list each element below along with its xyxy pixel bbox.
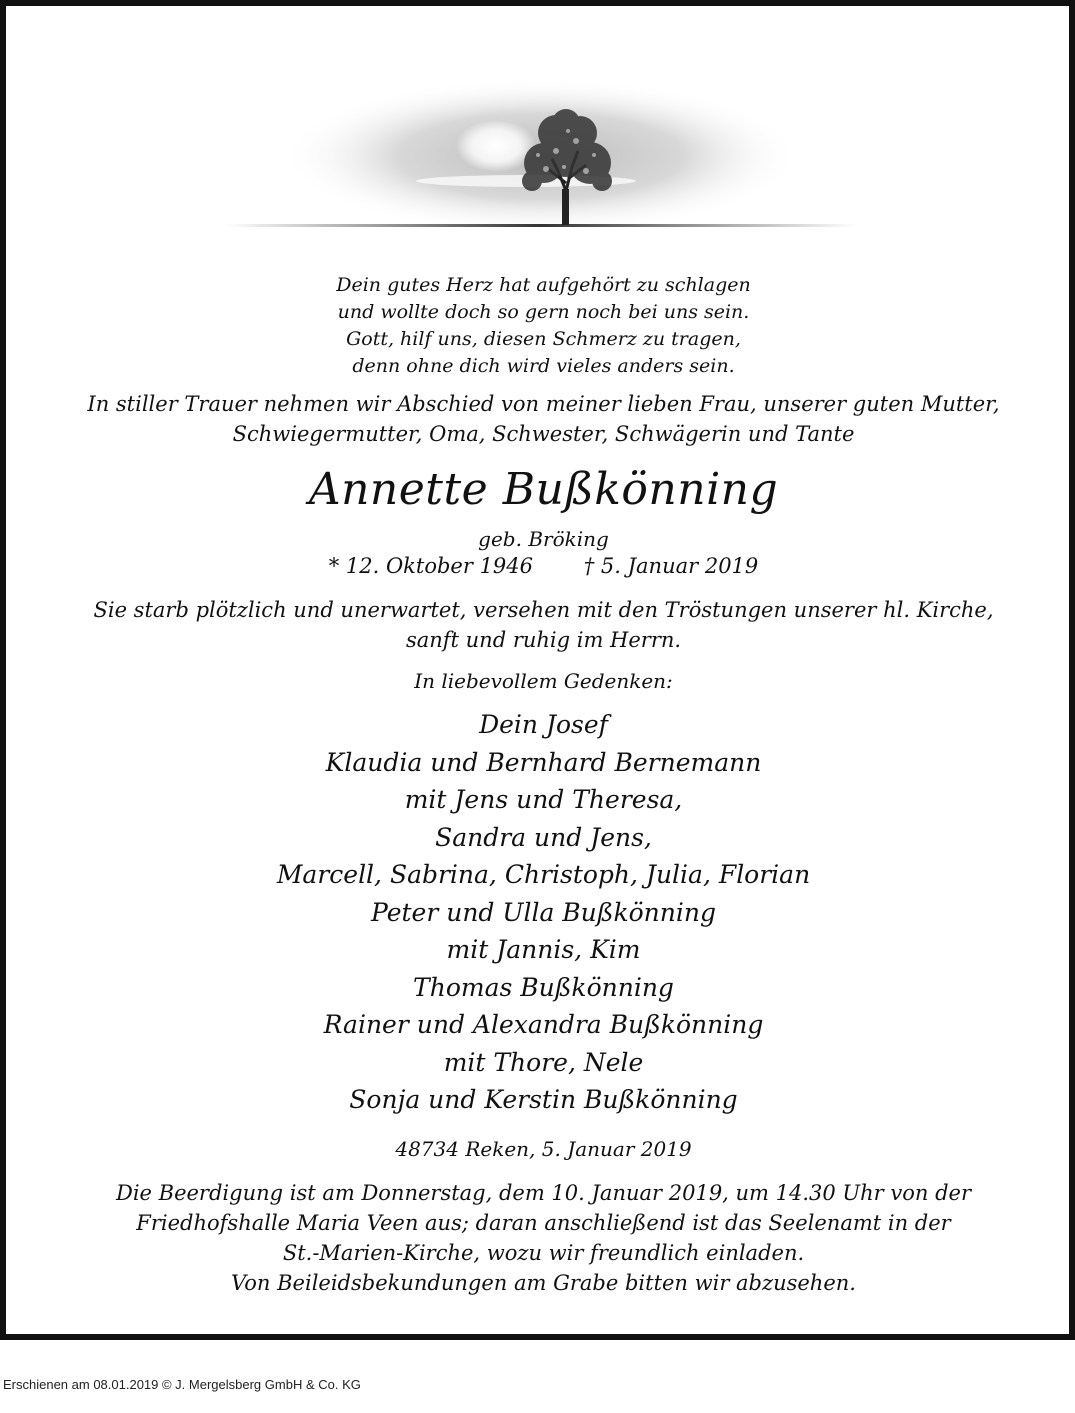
poem-line: und wollte doch so gern noch bei uns sein. (337, 301, 750, 323)
memory-line: In liebevollem Gedenken: (414, 669, 673, 693)
birth-name: geb. Bröking (478, 527, 609, 551)
mourner-line: Sonja und Kerstin Bußkönning (349, 1085, 738, 1114)
death-note-line: sanft und ruhig im Herrn. (405, 628, 682, 652)
mourner-line: Klaudia und Bernhard Bernemann (325, 747, 762, 777)
mourner-line: mit Jannis, Kim (446, 935, 641, 964)
poem-line: Gott, hilf uns, diesen Schmerz zu tragen, (346, 328, 741, 350)
mourner-line: Rainer und Alexandra Bußkönning (323, 1010, 764, 1039)
mourner-line: Marcell, Sabrina, Christoph, Julia, Florian (276, 860, 811, 889)
mourners-list (6, 706, 1075, 1119)
intro-line: In stiller Trauer nehmen wir Abschied von meiner lieben Frau, unserer guten Mutter, (87, 392, 1000, 416)
mourner-line: mit Thore, Nele (443, 1047, 644, 1077)
mourner-line: mit Jens und Theresa, (404, 785, 683, 814)
birth-date: * 12. Oktober 1946 (328, 554, 534, 578)
poem (6, 272, 1075, 380)
deceased-name: Annette Bußkönning (308, 464, 779, 515)
death-note-line: Sie starb plötzlich und unerwartet, versehen mit den Tröstungen unserer hl. Kirche, (93, 598, 994, 622)
death-date: † 5. Januar 2019 (583, 554, 759, 578)
place-date: 48734 Reken, 5. Januar 2019 (395, 1137, 692, 1161)
mourner-line: Sandra und Jens, (435, 822, 652, 852)
life-dates (6, 552, 1075, 580)
funeral-info (6, 1178, 1075, 1298)
funeral-line: St.-Marien-Kirche, wozu wir freundlich einladen. (282, 1241, 805, 1265)
mourner-line: Peter und Ulla Bußkönning (371, 897, 716, 927)
mourner-line: Thomas Bußkönning (413, 972, 674, 1002)
funeral-line: Von Beileidsbekundungen am Grabe bitten wir abzusehen. (231, 1271, 856, 1295)
death-note (6, 595, 1075, 655)
poem-line: Dein gutes Herz hat aufgehört zu schlagen (336, 274, 751, 296)
funeral-line: Die Beerdigung ist am Donnerstag, dem 10. Januar 2019, um 14.30 Uhr von der (115, 1181, 971, 1205)
funeral-line: Friedhofshalle Maria Veen aus; daran anschließend ist das Seelenamt in der (136, 1211, 951, 1235)
mourner-line: Dein Josef (479, 710, 608, 739)
publication-footer: Erschienen am 08.01.2019 © J. Mergelsberg GmbH & Co. KG (3, 1377, 361, 1392)
intro-line: Schwiegermutter, Oma, Schwester, Schwägerin und Tante (232, 422, 855, 446)
tree-landscape-icon (226, 71, 856, 241)
poem-line: denn ohne dich wird vieles anders sein. (352, 355, 735, 377)
farewell-intro (6, 389, 1075, 449)
